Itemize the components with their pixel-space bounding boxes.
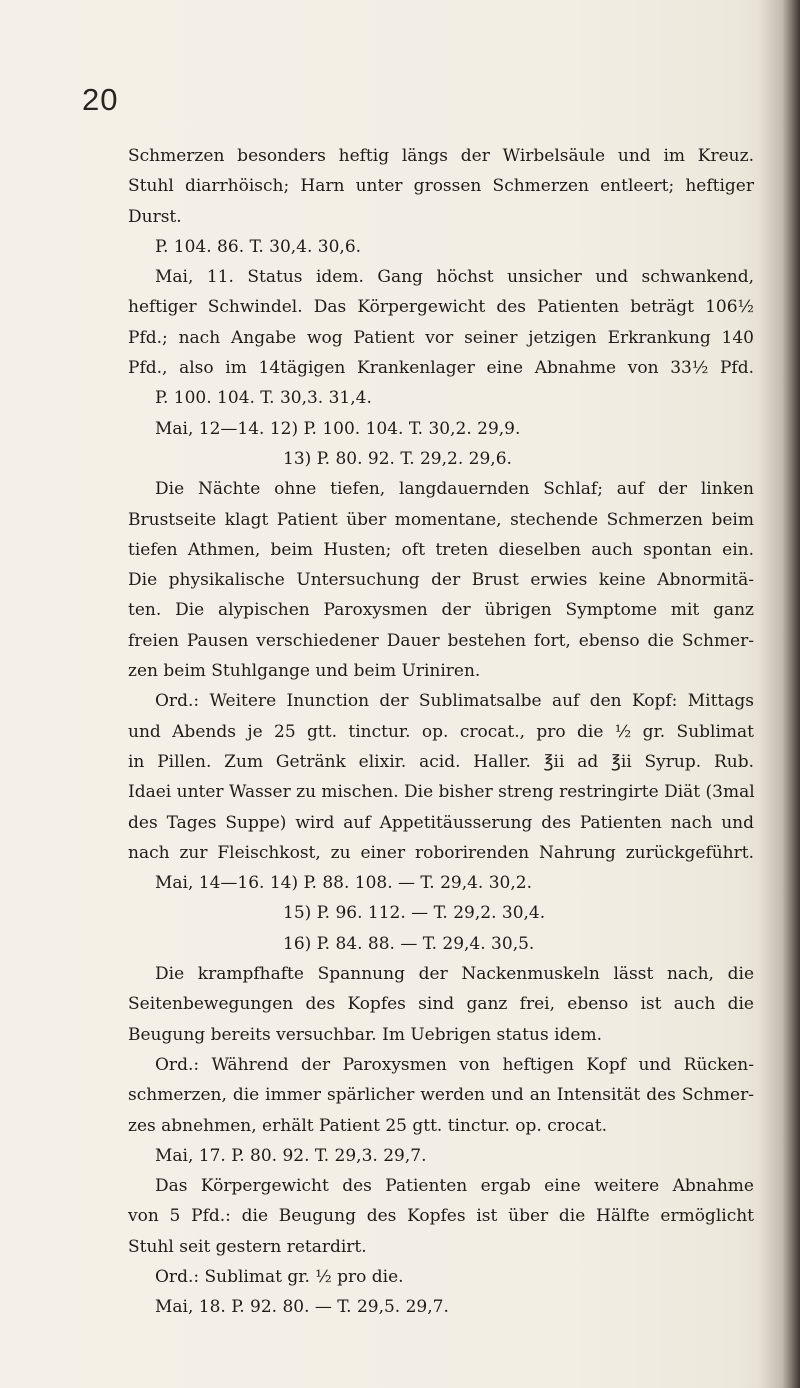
text-line: schmerzen, die immer spärlicher werden und an Intensität des Schmer-: [128, 1085, 754, 1106]
text-line: Mai, 18. P. 92. 80. — T. 29,5. 29,7.: [155, 1297, 449, 1318]
text-line: Stuhl seit gestern retardirt.: [128, 1236, 367, 1257]
text-line: Mai, 12—14. 12) P. 100. 104. T. 30,2. 29,9.: [155, 418, 521, 439]
text-line: Das Körpergewicht des Patienten ergab eine weitere Abnahme: [155, 1176, 754, 1197]
text-line: des Tages Suppe) wird auf Appetitäusserung des Patienten nach und: [128, 812, 754, 833]
text-line: 13) P. 80. 92. T. 29,2. 29,6.: [283, 448, 512, 469]
text-line: Mai, 17. P. 80. 92. T. 29,3. 29,7.: [155, 1145, 427, 1166]
text-line: Pfd., also im 14tägigen Krankenlager eine Abnahme von 33½ Pfd.: [128, 358, 754, 379]
text-line: nach zur Fleischkost, zu einer roborirenden Nahrung zurückgeführt.: [128, 842, 754, 863]
page-number: 20: [82, 82, 119, 117]
text-line: Die physikalische Untersuchung der Brust erwies keine Abnormitä-: [128, 570, 754, 591]
text-line: tiefen Athmen, beim Husten; oft treten dieselben auch spontan ein.: [128, 539, 754, 560]
text-line: freien Pausen verschiedener Dauer bestehen fort, ebenso die Schmer-: [128, 630, 754, 651]
text-line: Brustseite klagt Patient über momentane, stechende Schmerzen beim: [128, 509, 754, 530]
text-line: Ord.: Weitere Inunction der Sublimatsalbe auf den Kopf: Mittags: [155, 691, 754, 712]
text-line: von 5 Pfd.: die Beugung des Kopfes ist über die Hälfte ermöglicht: [128, 1206, 754, 1227]
text-line: ten. Die alypischen Paroxysmen der übrigen Symptome mit ganz: [128, 600, 754, 621]
text-line: P. 104. 86. T. 30,4. 30,6.: [155, 236, 362, 257]
text-line: in Pillen. Zum Getränk elixir. acid. Haller. ℥ii ad ℥ii Syrup. Rub.: [128, 751, 754, 772]
text-line: Schmerzen besonders heftig längs der Wirbelsäule und im Kreuz.: [128, 146, 754, 166]
text-line: P. 100. 104. T. 30,3. 31,4.: [155, 388, 372, 409]
body-text: [128, 141, 754, 1323]
text-line: Mai, 14—16. 14) P. 88. 108. — T. 29,4. 30,2.: [155, 873, 532, 894]
text-line: zes abnehmen, erhält Patient 25 gtt. tinctur. op. crocat.: [128, 1115, 607, 1136]
text-line: Seitenbewegungen des Kopfes sind ganz frei, ebenso ist auch die: [128, 994, 754, 1015]
text-line: Ord.: Sublimat gr. ½ pro die.: [155, 1266, 404, 1287]
text-line: Die Nächte ohne tiefen, langdauernden Schlaf; auf der linken: [155, 479, 754, 500]
text-line: Ord.: Während der Paroxysmen von heftigen Kopf und Rücken-: [155, 1054, 754, 1075]
text-line: Beugung bereits versuchbar. Im Uebrigen status idem.: [128, 1024, 602, 1045]
text-line: Idaei unter Wasser zu mischen. Die bisher streng restringirte Diät (3mal: [128, 782, 755, 803]
text-line: Durst.: [128, 206, 182, 227]
text-line: Pfd.; nach Angabe wog Patient vor seiner jetzigen Erkrankung 140: [128, 327, 754, 348]
text-line: Die krampfhafte Spannung der Nackenmuskeln lässt nach, die: [155, 964, 754, 985]
text-line: Mai, 11. Status idem. Gang höchst unsicher und schwankend,: [155, 267, 754, 288]
text-line: heftiger Schwindel. Das Körpergewicht des Patienten beträgt 106½: [128, 297, 754, 318]
text-line: 15) P. 96. 112. — T. 29,2. 30,4.: [283, 903, 546, 924]
text-line: 16) P. 84. 88. — T. 29,4. 30,5.: [283, 933, 535, 954]
page-edge-shadow: [760, 0, 800, 1388]
text-line: Stuhl diarrhöisch; Harn unter grossen Schmerzen entleert; heftiger: [128, 176, 754, 197]
text-line: zen beim Stuhlgange und beim Uriniren.: [128, 661, 481, 682]
text-line: und Abends je 25 gtt. tinctur. op. crocat., pro die ½ gr. Sublimat: [128, 721, 754, 742]
